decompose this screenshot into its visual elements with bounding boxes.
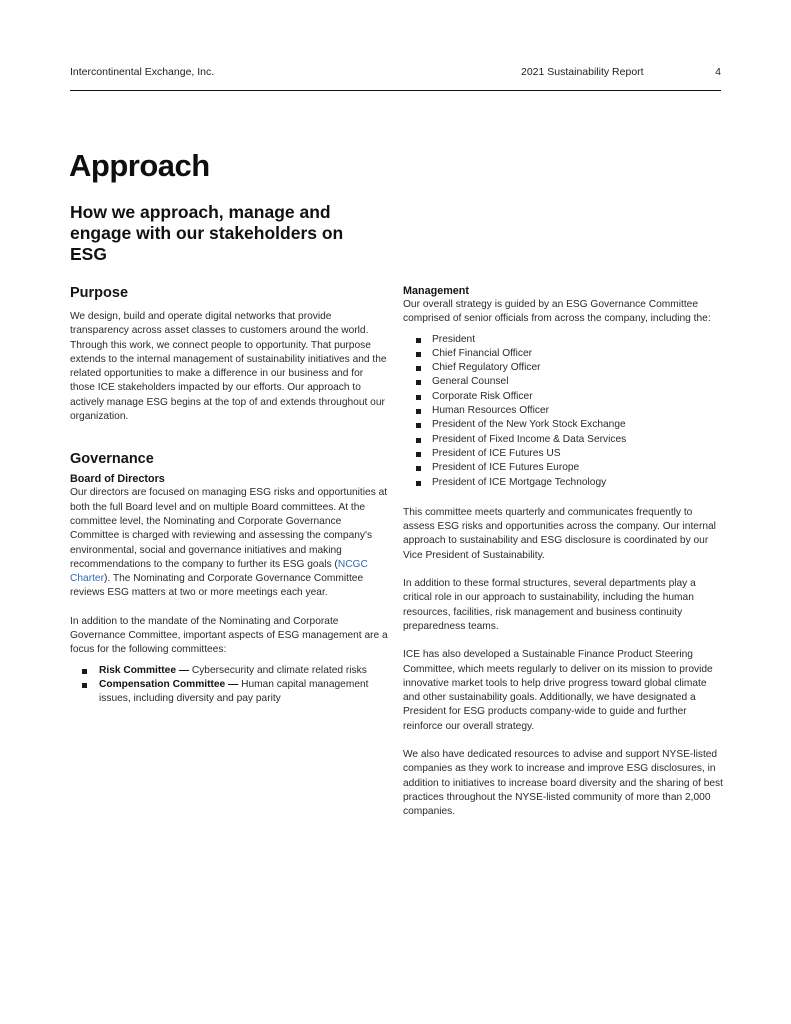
square-bullet-icon (416, 481, 421, 486)
governance-committee-members (403, 333, 725, 490)
member-title: President of Fixed Income & Data Services (432, 433, 627, 445)
purpose-body: We design, build and operate digital networks that provide transparency across asset classes to customers around the world. Through this work, we connect people to opportunity. That purpose extends to the internal management of sustainability initiatives and the related opportunities to make a difference in our business and for those ICE stakeholders impacted by our efforts. Our approach to actively manage ESG begins at the top of and extends throughout our organization. (70, 311, 387, 423)
management-intro: Our overall strategy is guided by an ESG Governance Committee comprised of senior officials from across the company, including the: (403, 299, 711, 325)
page-subtitle: How we approach, manage and engage with our stakeholders on ESG (70, 202, 344, 264)
member-title: Human Resources Officer (432, 405, 550, 417)
list-item (403, 375, 725, 389)
board-body (70, 486, 388, 600)
member-title: President (432, 333, 476, 345)
right-column (403, 284, 725, 820)
member-title: Chief Regulatory Officer (432, 362, 541, 374)
member-title: Corporate Risk Officer (432, 390, 533, 402)
member-title: Chief Financial Officer (432, 347, 533, 359)
member-title: President of ICE Futures Europe (432, 462, 580, 474)
mandate-body: In addition to the mandate of the Nominating and Corporate Governance Committee, important aspects of ESG management are a focus for the following committees: (70, 615, 388, 656)
committee-list (70, 664, 388, 707)
list-item (403, 433, 725, 447)
board-body-text: Our directors are focused on managing ESG risks and opportunities at both the full Board level and on multiple Board committees. At the committee level, the Nominating and Corporate Governance Committee is charged with reviewing and assessing the company's environmental, social and governance initiatives and making recommendations to the company to further its ESG goals ( (70, 487, 388, 570)
square-bullet-icon (416, 466, 421, 471)
list-item (403, 404, 725, 418)
square-bullet-icon (416, 366, 421, 371)
management-paragraph: ICE has also developed a Sustainable Finance Product Steering Committee, which meets regularly to deliver on its mission to provide innovative market tools to help drive progress toward global climate and other sustainability goals. Additionally, we have designated a President for ESG products company-wide to guide and further reinforce our overall strategy. (403, 649, 713, 732)
management-paragraph: We also have dedicated resources to advise and support NYSE-listed companies as they work to increase and improve ESG disclosures, in addition to initiatives to increase board diversity and the sharing of best practices throughout the NYSE-listed community of more than 2,000 companies. (403, 749, 723, 818)
report-title: 2021 Sustainability Report (521, 66, 644, 78)
list-item (403, 418, 725, 432)
list-item (403, 347, 725, 361)
square-bullet-icon (416, 423, 421, 428)
member-title: President of the New York Stock Exchange (432, 419, 626, 431)
committee-name: Compensation Committee — (99, 678, 239, 690)
committee-desc: Human capital management issues, including diversity and pay parity (99, 678, 369, 705)
square-bullet-icon (416, 338, 421, 343)
list-item (70, 664, 388, 678)
ncgc-charter-link[interactable]: NCGC Charter (70, 558, 368, 585)
square-bullet-icon (416, 438, 421, 443)
page-title: Approach (69, 148, 210, 183)
square-bullet-icon (82, 669, 87, 674)
management-paragraph: This committee meets quarterly and communicates frequently to assess ESG risks and opportunities across the company. Our internal approach to sustainability and ESG disclosure is coordinated by our Vice President of Sustainability. (403, 506, 716, 561)
board-heading: Board of Directors (70, 473, 165, 486)
square-bullet-icon (416, 395, 421, 400)
square-bullet-icon (416, 452, 421, 457)
square-bullet-icon (416, 409, 421, 414)
list-item (403, 333, 725, 347)
header-divider (70, 90, 721, 91)
list-item (403, 476, 725, 490)
member-title: General Counsel (432, 376, 509, 388)
committee-desc: Cybersecurity and climate related risks (189, 664, 367, 676)
list-item (403, 447, 725, 461)
purpose-heading: Purpose (70, 285, 129, 301)
committee-name: Risk Committee — (99, 664, 190, 676)
list-item (403, 390, 725, 404)
management-paragraph: In addition to these formal structures, several departments play a critical role in our approach to sustainability, including the human resources, facilities, risk management and business continuity preparedness teams. (403, 578, 696, 632)
square-bullet-icon (82, 683, 87, 688)
list-item (70, 678, 388, 707)
board-body-text-end: ). The Nominating and Corporate Governance Committee reviews ESG matters at two or more meetings each year. (70, 573, 364, 599)
company-name: Intercontinental Exchange, Inc. (70, 66, 215, 78)
management-heading: Management (403, 285, 469, 297)
left-column (70, 284, 388, 707)
governance-heading: Governance (70, 451, 154, 468)
page-header (70, 66, 721, 82)
square-bullet-icon (416, 352, 421, 357)
page-number: 4 (715, 66, 721, 78)
member-title: President of ICE Futures US (432, 447, 561, 459)
list-item (403, 461, 725, 475)
square-bullet-icon (416, 380, 421, 385)
list-item (403, 361, 725, 375)
member-title: President of ICE Mortgage Technology (432, 476, 607, 488)
